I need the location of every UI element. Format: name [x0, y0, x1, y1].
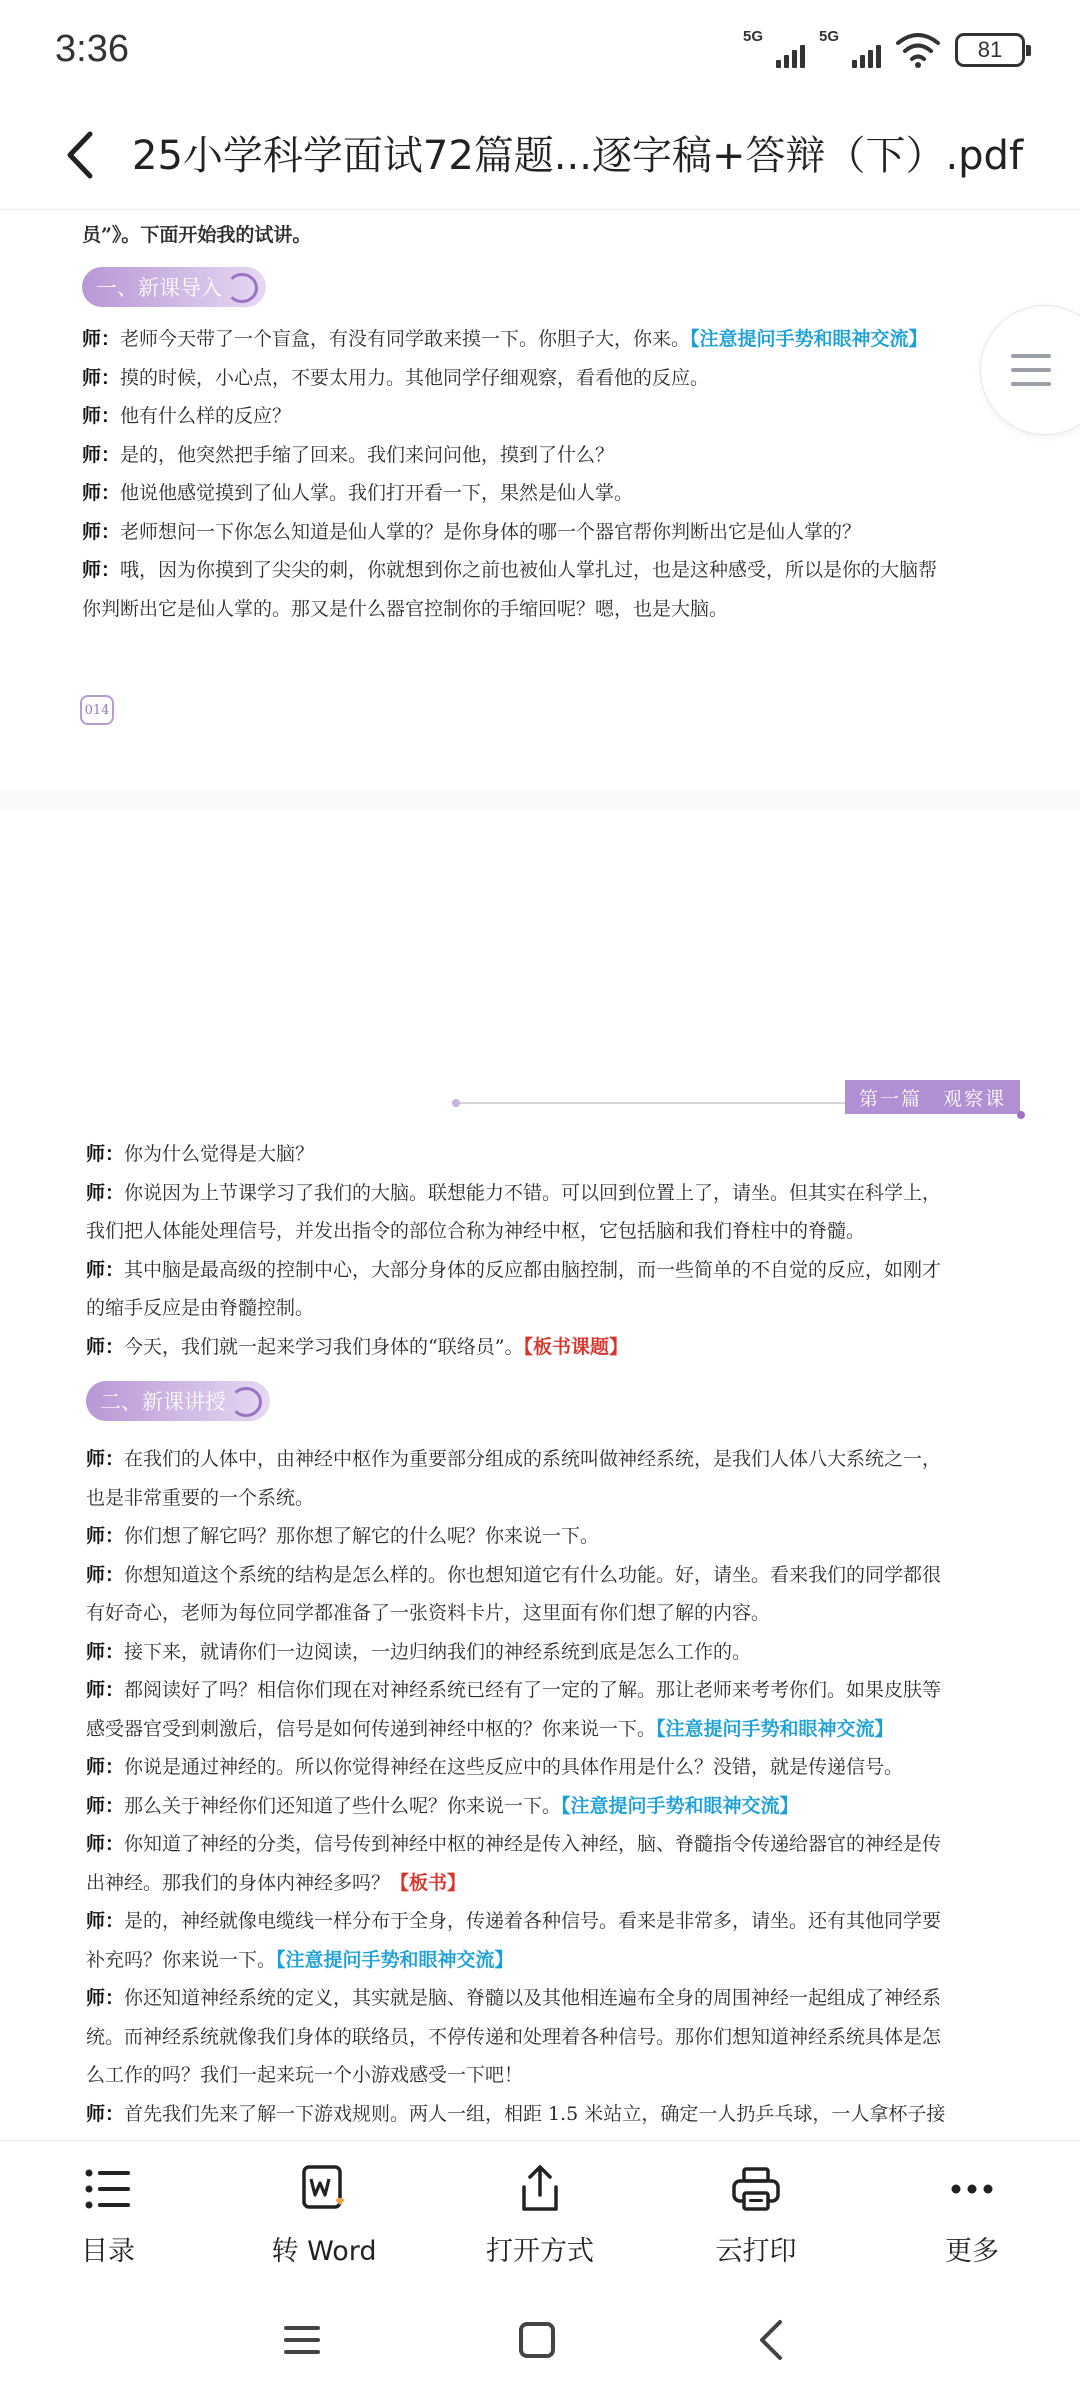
paragraph-line — [86, 1902, 941, 1941]
document-title: 25小学科学面试72篇题...逐字稿+答辩（下）.pdf — [132, 133, 1024, 179]
paragraph-line — [86, 1479, 314, 1518]
blackboard-tip: 【板书课题】 — [523, 1335, 628, 1358]
paragraph-line — [82, 474, 633, 513]
paragraph-line — [86, 2133, 958, 2140]
paragraph-line — [86, 1440, 941, 1479]
line-text: 是的，神经就像电缆线一样分布于全身，传递着各种信号。看来是非常多，请坐。还有其他同学要 — [124, 1910, 942, 1932]
line-text: 统。而神经系统就像我们身体的联络员，不停传递和处理着各种信号。那你们想知道神经系统具体是怎 — [86, 2025, 942, 2048]
speaker-label: 师： — [86, 1910, 125, 1932]
line-text: 接下来，就请你们一边阅读，一边归纳我们的神经系统到底是怎么工作的。 — [124, 1640, 752, 1663]
line-text: 你还知道神经系统的定义，其实就是脑、脊髓以及其他相连遍布全身的周围神经一起组成了神经系 — [124, 1987, 942, 2009]
speaker-label: 师： — [86, 1640, 125, 1663]
convert-word-button[interactable] — [216, 2141, 432, 2280]
paragraph-line — [86, 1556, 941, 1595]
speaker-label: 师： — [82, 443, 121, 466]
speaker-label: 师： — [86, 1794, 125, 1817]
title-bar — [0, 100, 1080, 210]
paragraph-line — [86, 1710, 894, 1749]
line-text: 老师今天带了一个盲盒，有没有同学敢来摸一下。你胆子大，你来。 — [120, 328, 691, 350]
teaching-tip: 【注意提问手势和眼神交流】 — [276, 1948, 514, 1971]
more-label: 更多 — [945, 2236, 999, 2267]
pdf-page-1 — [0, 210, 1080, 790]
cloud-print-button[interactable] — [648, 2141, 864, 2280]
printer-icon — [728, 2161, 784, 2217]
teaching-tip: 【注意提问手势和眼神交流】 — [561, 1794, 799, 1817]
line-text: 他有什么样的反应？ — [120, 405, 292, 427]
speaker-label: 师： — [86, 2102, 125, 2125]
system-nav-bar — [0, 2280, 1080, 2401]
paragraph-line — [82, 513, 861, 552]
section-heading-1-label: 一、新课导入 — [96, 276, 222, 300]
paragraph-line — [86, 1864, 466, 1903]
word-convert-icon — [296, 2161, 352, 2217]
battery-icon — [955, 33, 1025, 67]
line-text: 都阅读好了吗？相信你们现在对神经系统已经有了一定的了解。那让老师来考考你们。如果皮肤等 — [124, 1679, 942, 1701]
line-text: 出神经。那我们的身体内神经多吗？ — [86, 1871, 391, 1894]
paragraph-line — [86, 1633, 751, 1672]
line-text: 摸的时候，小心点，不要太用力。其他同学仔细观察，看看他的反应。 — [120, 366, 710, 389]
share-icon — [512, 2161, 568, 2217]
paragraph-line — [86, 1328, 628, 1367]
line-text: 么工作的吗？我们一起来玩一个小游戏感受一下吧！ — [86, 2064, 524, 2086]
paragraph-line — [86, 1671, 941, 1710]
home-icon[interactable] — [507, 2310, 567, 2370]
paragraph-line — [86, 1979, 941, 2018]
line-text: 你想知道这个系统的结构是怎么样的。你也想知道它有什么功能。好，请坐。看来我们的同学都很 — [124, 1563, 942, 1586]
section-heading-2 — [86, 1380, 270, 1422]
swirl-icon — [230, 1387, 262, 1417]
speaker-label: 师： — [86, 1833, 125, 1855]
line-text: 我们把人体能处理信号，并发出指令的部位合称为神经中枢，它包括脑和我们脊柱中的脊髓。 — [86, 1220, 866, 1242]
intro-line: 员”》。下面开始我的试讲。 — [82, 224, 312, 246]
line-text: 你说是通过神经的。所以你觉得神经在这些反应中的具体作用是什么？没错，就是传递信号。 — [124, 1756, 904, 1778]
teaching-tip: 【注意提问手势和眼神交流】 — [656, 1717, 894, 1740]
speaker-label: 师： — [86, 1525, 125, 1547]
section-heading-2-label: 二、新课讲授 — [100, 1390, 226, 1414]
paragraph-line — [82, 551, 937, 590]
paragraph-line — [86, 1174, 941, 1213]
paragraph-line — [86, 1941, 514, 1980]
speaker-label: 师： — [86, 1987, 125, 2009]
line-text: 你判断出它是仙人掌的。那又是什么器官控制你的手缩回呢？嗯，也是大脑。 — [82, 597, 729, 620]
pdf-page-2 — [0, 810, 1080, 2140]
side-menu-handle[interactable] — [980, 305, 1080, 435]
back-arrow-icon[interactable] — [48, 120, 118, 190]
signal-icon — [743, 30, 805, 70]
battery-level: 81 — [977, 37, 1003, 62]
line-text: 哦，因为你摸到了尖尖的刺，你就想到你之前也被仙人掌扎过，也是这种感受，所以是你的大脑帮 — [120, 559, 938, 581]
line-text: 补充吗？你来说一下。 — [86, 1948, 277, 1971]
status-bar — [0, 0, 1080, 100]
paragraph-line — [82, 590, 728, 629]
more-icon — [944, 2161, 1000, 2217]
paragraph-line — [86, 2095, 945, 2134]
paragraph-line — [86, 1517, 599, 1556]
line-text: 的缩手反应是由脊髓控制。 — [86, 1297, 315, 1319]
open-with-button[interactable] — [432, 2141, 648, 2280]
list-icon — [80, 2161, 136, 2217]
teaching-tip: 【注意提问手势和眼神交流】 — [690, 328, 928, 350]
speaker-label: 师： — [86, 1335, 125, 1358]
blackboard-tip: 【板书】 — [390, 1871, 467, 1894]
page-number-badge: 014 — [80, 695, 114, 725]
line-text: 有好奇心，老师为每位同学都准备了一张资料卡片，这里面有你们想了解的内容。 — [86, 1602, 771, 1624]
speaker-label: 师： — [86, 1756, 125, 1778]
line-text: 老师想问一下你怎么知道是仙人掌的？是你身体的哪一个器官帮你判断出它是仙人掌的？ — [120, 520, 862, 543]
cloud-print-label: 云打印 — [715, 2236, 797, 2267]
paragraph-line — [82, 436, 614, 475]
paragraph-line — [82, 320, 928, 359]
line-text: 也是非常重要的一个系统。 — [86, 1486, 315, 1509]
paragraph-line — [86, 2056, 523, 2095]
toc-label: 目录 — [81, 2236, 135, 2267]
signal-label: 5G — [743, 28, 764, 45]
page-header-rule — [458, 1102, 878, 1104]
speaker-label: 师： — [82, 328, 121, 350]
line-text: 那么关于神经你们还知道了些什么呢？你来说一下。 — [124, 1794, 562, 1817]
line-text: 在我们的人体中，由神经中枢作为重要部分组成的系统叫做神经系统，是我们人体八大系统之一， — [124, 1448, 942, 1470]
paragraph-line — [86, 1594, 770, 1633]
paragraph-line — [86, 1251, 941, 1290]
bottom-toolbar — [0, 2140, 1080, 2280]
wifi-icon — [895, 31, 941, 69]
status-icons — [743, 30, 1025, 70]
line-text: 你们想了解它吗？那你想了解它的什么呢？你来说一下。 — [124, 1525, 600, 1547]
open-with-label: 打开方式 — [486, 2236, 594, 2267]
paragraph-line — [82, 397, 291, 436]
paragraph-line — [86, 2018, 941, 2057]
speaker-label: 师： — [86, 1181, 125, 1204]
speaker-label: 师： — [82, 559, 121, 581]
speaker-label: 师： — [86, 1448, 125, 1470]
signal-icon-2 — [819, 30, 881, 70]
speaker-label: 师： — [82, 366, 121, 389]
speaker-label: 师： — [86, 1258, 125, 1281]
line-text: 他说他感觉摸到了仙人掌。我们打开看一下，果然是仙人掌。 — [120, 482, 634, 504]
line-text: 你知道了神经的分类，信号传到神经中枢的神经是传入神经，脑、脊髓指令传递给器官的神经是传 — [124, 1833, 942, 1855]
swirl-icon — [226, 273, 258, 303]
line-text: 你说因为上节课学习了我们的大脑。联想能力不错。可以回到位置上了，请坐。但其实在科学上， — [124, 1181, 942, 1204]
paragraph-line — [82, 359, 709, 398]
more-button[interactable] — [864, 2141, 1080, 2280]
speaker-label: 师： — [86, 1143, 125, 1165]
toc-button[interactable] — [0, 2141, 216, 2280]
speaker-label: 师： — [86, 1563, 125, 1586]
line-text: 感受器官受到刺激后，信号是如何传递到神经中枢的？你来说一下。 — [86, 1717, 657, 1740]
status-time: 3:36 — [55, 28, 129, 70]
convert-word-label: 转 Word — [271, 2236, 377, 2267]
chapter-tag: 第一篇 观察课 — [845, 1080, 1020, 1114]
pdf-viewer[interactable] — [0, 210, 1080, 2140]
paragraph-line — [86, 1825, 941, 1864]
line-text: 是的，他突然把手缩了回来。我们来问问他，摸到了什么？ — [120, 443, 615, 466]
line-text: 你为什么觉得是大脑？ — [124, 1143, 315, 1165]
paragraph-line — [86, 1787, 799, 1826]
speaker-label: 师： — [82, 405, 121, 427]
line-text: 今天，我们就一起来学习我们身体的“联络员”。 — [124, 1335, 524, 1358]
speaker-label: 师： — [86, 1679, 125, 1701]
signal-label-2: 5G — [819, 28, 840, 45]
paragraph-line — [86, 1748, 903, 1787]
speaker-label: 师： — [82, 520, 121, 543]
line-text: 首先我们先来了解一下游戏规则。两人一组，相距 1.5 米站立，确定一人扔乒乓球，一人拿杯子接 — [124, 2102, 946, 2125]
paragraph-line — [86, 1212, 865, 1251]
menu-icon[interactable] — [272, 2310, 332, 2370]
line-text: 其中脑是最高级的控制中心，大部分身体的反应都由脑控制，而一些简单的不自觉的反应，如刚才 — [124, 1258, 942, 1281]
speaker-label: 师： — [82, 482, 121, 504]
back-nav-icon[interactable] — [742, 2310, 802, 2370]
paragraph-line — [86, 1289, 314, 1328]
section-heading-1 — [82, 266, 266, 308]
paragraph-line — [86, 1135, 314, 1174]
